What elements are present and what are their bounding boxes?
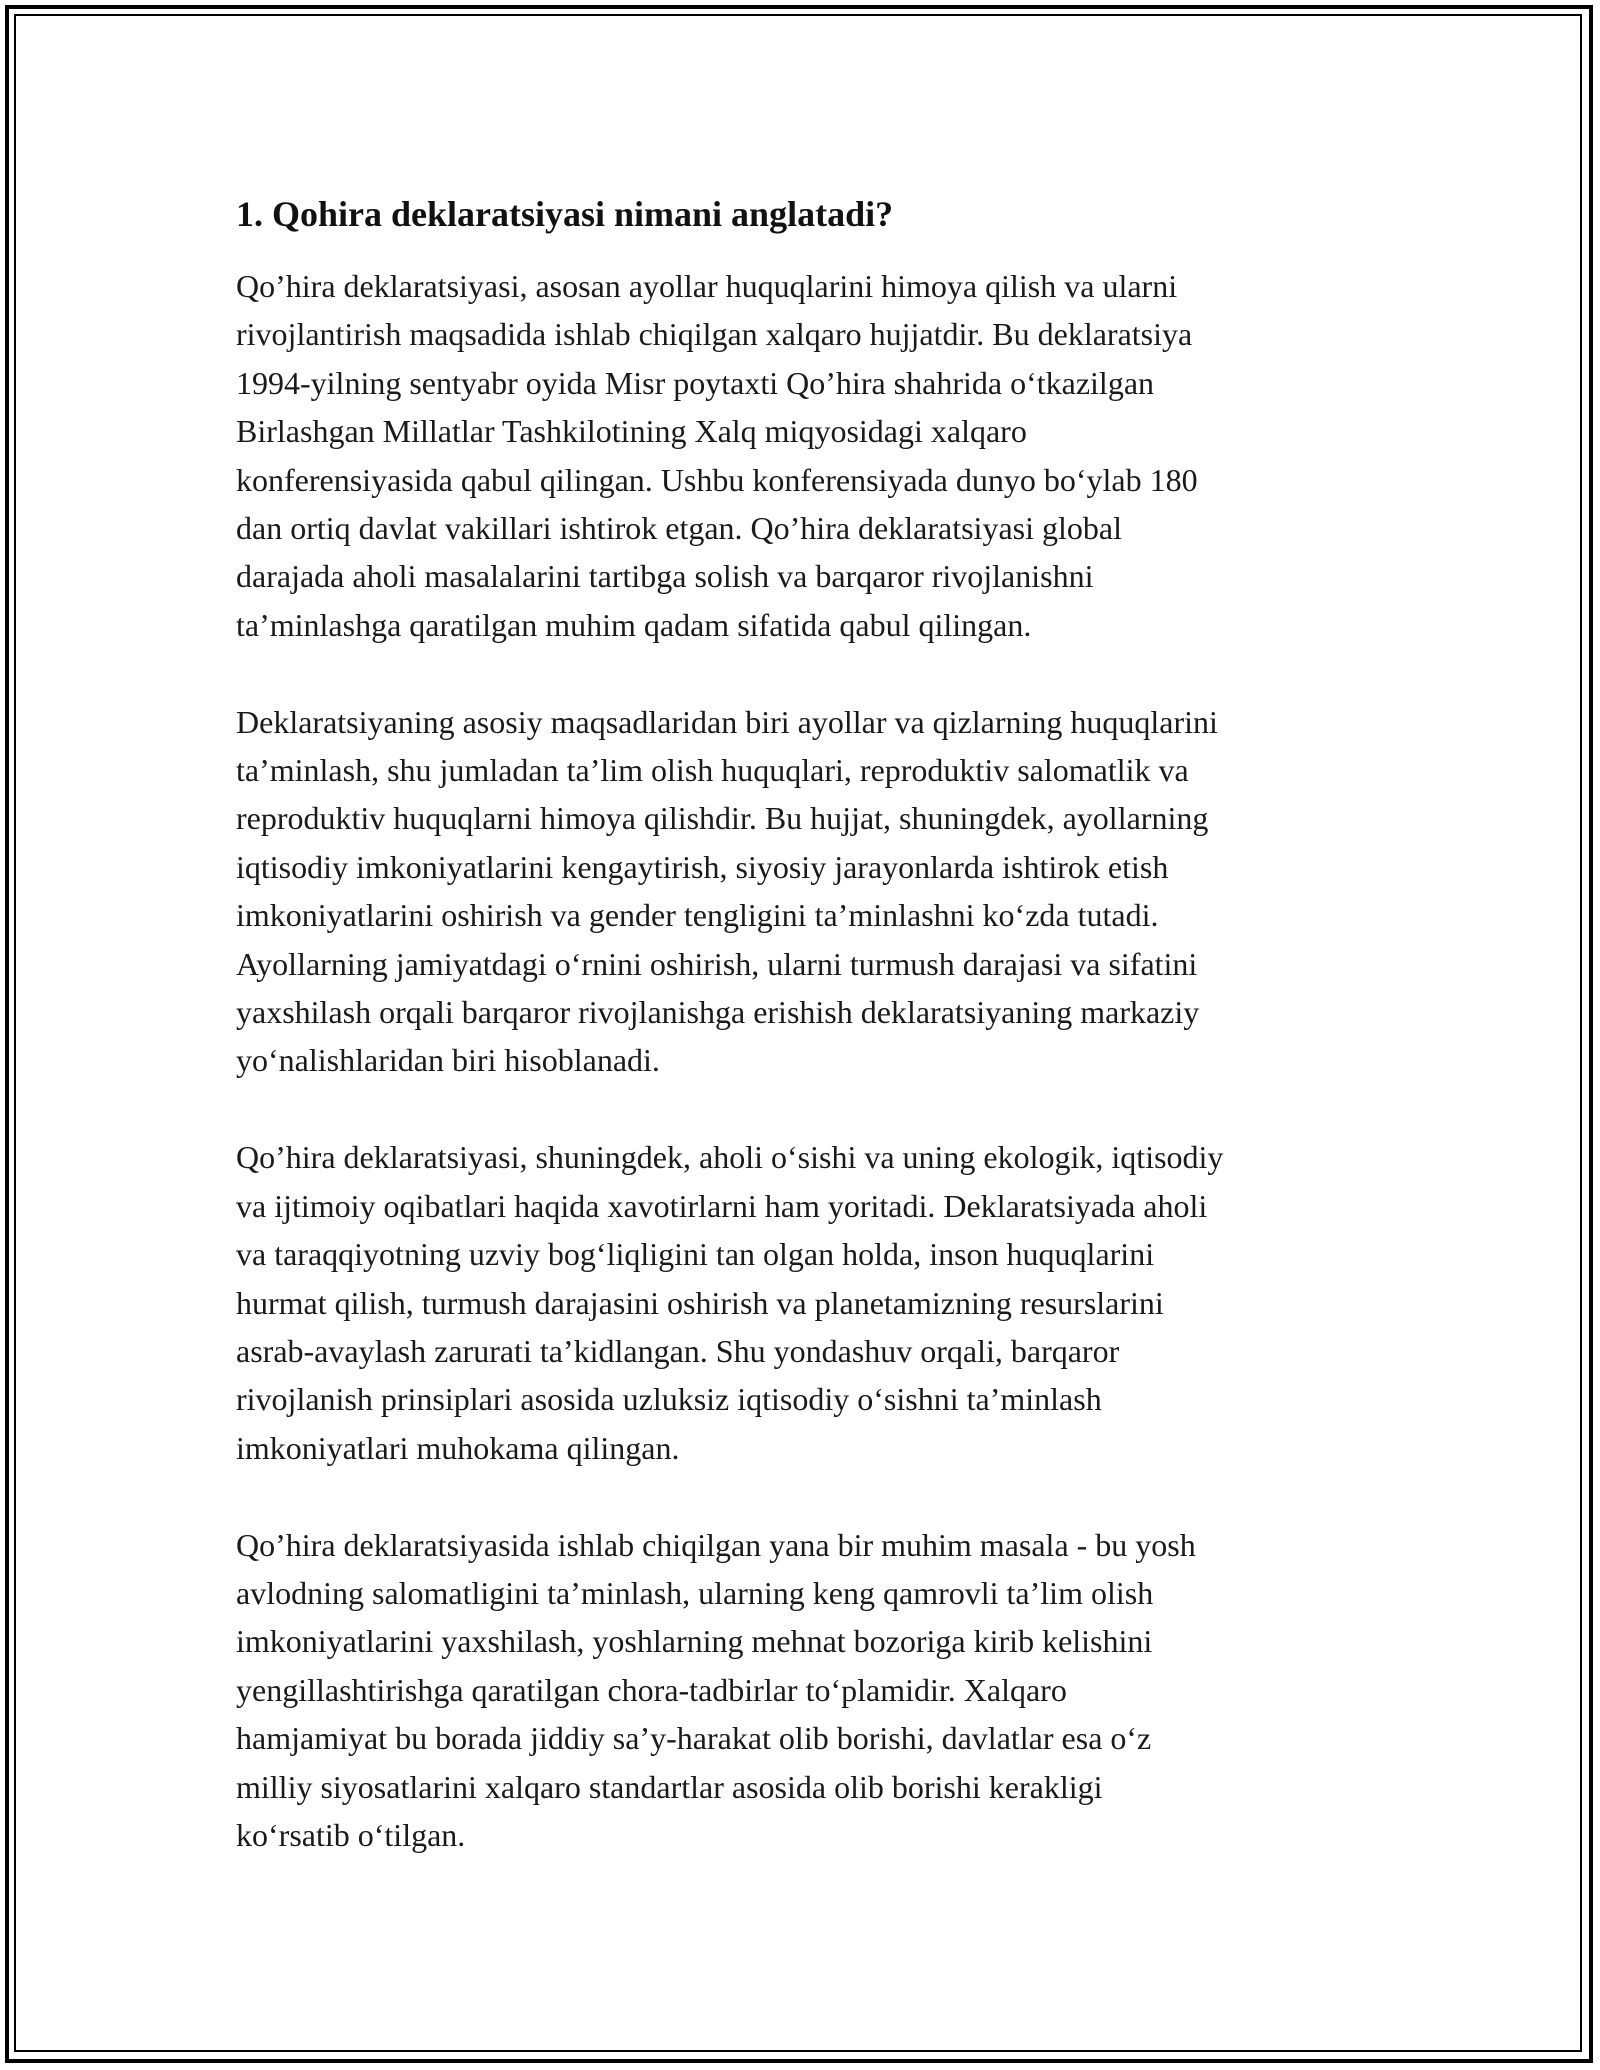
paragraph-3: Qo’hira deklaratsiyasi, shuningdek, aholi o‘sishi va uning ekologik, iqtisodiy va ijtimoiy oqibatlari haqida xavotirlarni ham yoritadi. Deklaratsiyada aholi va taraqqiyotning uzviy bog‘liqligini tan olgan holda, inson huquqlarini hurmat qilish, turmush darajasini oshirish va planetamizning resurslarini asrab-avaylash zarurati ta’kidlangan. Shu yondashuv orqali, barqaror rivojlanish prinsiplari asosida uzluksiz iqtisodiy o‘sishni ta’minlash imkoniyatlari muhokama qilingan. [236,1139,1224,1466]
section-heading: 1. Qohira deklaratsiyasi nimani anglatadi? [236,194,894,234]
paragraph-2: Deklaratsiyaning asosiy maqsadlaridan biri ayollar va qizlarning huquqlarini ta’minlash, shu jumladan ta’lim olish huquqlari, reproduktiv salomatlik va reproduktiv huquqlarni himoya qilishdir. Bu hujjat, shuningdek, ayollarning iqtisodiy imkoniyatlarini kengaytirish, siyosiy jarayonlarda ishtirok etish imkoniyatlarini oshirish va gender tengligini ta’minlashni ko‘zda tutadi. Ayollarning jamiyatdagi o‘rnini oshirish, ularni turmush darajasi va sifatini yaxshilash orqali barqaror rivojlanishga erishish deklaratsiyaning markaziy yo‘nalishlaridan biri hisoblanadi. [236,703,1218,1079]
paragraph-1: Qo’hira deklaratsiyasi, asosan ayollar huquqlarini himoya qilish va ularni rivojlantirish maqsadida ishlab chiqilgan xalqaro hujjatdir. Bu deklaratsiya 1994-yilning sentyabr oyida Misr poytaxti Qo’hira shahrida o‘tkazilgan Birlashgan Millatlar Tashkilotining Xalq miqyosidagi xalqaro konferensiyasida qabul qilingan. Ushbu konferensiyada dunyo bo‘ylab 180 dan ortiq davlat vakillari ishtirok etgan. Qo’hira deklaratsiyasi global darajada aholi masalalarini tartibga solish va barqaror rivojlanishni ta’minlashga qaratilgan muhim qadam sifatida qabul qilingan. [236,268,1198,643]
document-body [236,190,1376,1908]
paragraph-4: Qo’hira deklaratsiyasida ishlab chiqilgan yana bir muhim masala - bu yosh avlodning salomatligini ta’minlash, ularning keng qamrovli ta’lim olish imkoniyatlarini yaxshilash, yoshlarning mehnat bozoriga kirib kelishini yengillashtirishga qaratilgan chora-tadbirlar to‘plamidir. Xalqaro hamjamiyat bu borada jiddiy sa’y-harakat olib borishi, davlatlar esa o‘z milliy siyosatlarini xalqaro standartlar asosida olib borishi kerakligi ko‘rsatib o‘tilgan. [236,1526,1196,1853]
